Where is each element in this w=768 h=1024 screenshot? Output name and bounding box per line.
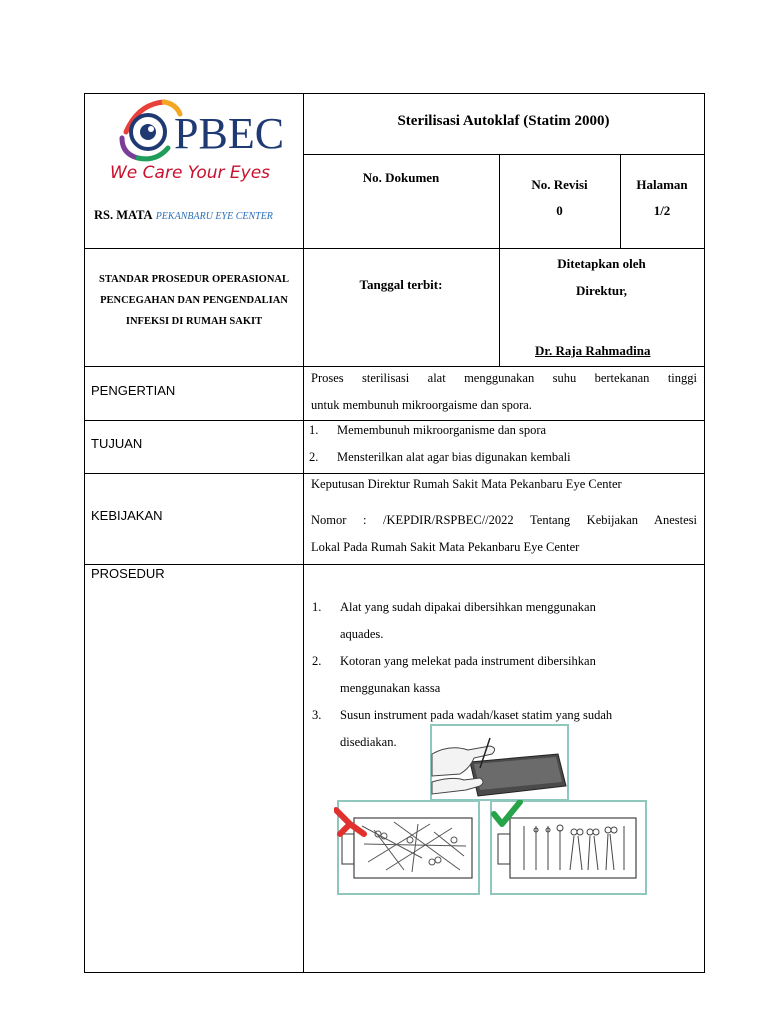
step-text: Susun instrument pada wadah/kaset statim yang sudah — [340, 708, 613, 722]
tujuan-label: TUJUAN — [91, 436, 143, 451]
prosedur-step — [312, 594, 692, 621]
tujuan-item: 2. Mensterilkan alat agar bias digunakan kembali — [309, 450, 571, 464]
page-value: 1/2 — [653, 203, 671, 218]
prosedur-step-cont: aquades. — [340, 627, 384, 641]
step-number: 3. — [312, 708, 322, 722]
pengertian-line-2: untuk membunuh mikroorgaisme dan spora. — [311, 398, 532, 412]
wrong-arrangement-illustration — [334, 800, 482, 896]
document-title: Sterilisasi Autoklaf (Statim 2000) — [397, 113, 610, 129]
sop-line-2: PENCEGAHAN DAN PENGENDALIAN — [100, 295, 288, 306]
doc-number-label: No. Dokumen — [362, 170, 440, 185]
sop-line-3: INFEKSI DI RUMAH SAKIT — [125, 316, 263, 327]
approved-by-line: Ditetapkan oleh — [557, 256, 646, 271]
eye-logo-icon — [108, 92, 288, 184]
step-number: 1. — [312, 600, 322, 614]
kebijakan-line-3: Lokal Pada Rumah Sakit Mata Pekanbaru Eye Center — [311, 540, 580, 554]
pengertian-content — [311, 365, 697, 419]
correct-arrangement-illustration — [490, 800, 648, 896]
approval-block — [499, 250, 704, 304]
kebijakan-label: KEBIJAKAN — [91, 508, 163, 523]
header-divider-1 — [303, 154, 704, 155]
logo-tagline: We Care Your Eyes — [110, 163, 271, 183]
table-border-left — [84, 93, 85, 973]
approver-title: Direktur, — [576, 283, 627, 298]
cassette-loading-illustration — [430, 724, 570, 802]
pengertian-label: PENGERTIAN — [91, 383, 176, 398]
logo-wordmark: PBEC — [174, 109, 285, 158]
table-border-bottom — [84, 972, 705, 973]
prosedur-step-cont: disediakan. — [340, 735, 397, 749]
sop-heading — [86, 269, 302, 332]
prosedur-step — [312, 648, 692, 675]
kebijakan-line-1: Keputusan Direktur Rumah Sakit Mata Pekanbaru Eye Center — [311, 477, 622, 491]
revision-value: 0 — [556, 203, 563, 218]
hospital-prefix: RS. MATA — [94, 208, 153, 222]
tujuan-item: 1. Memembunuh mikroorganisme dan spora — [309, 423, 547, 437]
step-text: Alat yang sudah dipakai dibersihkan menggunakan — [340, 600, 596, 614]
prosedur-label: PROSEDUR — [91, 566, 165, 581]
kebijakan-content — [311, 477, 697, 555]
row-divider-prosedur — [84, 564, 705, 565]
tujuan-item-text: Mensterilkan alat agar bias digunakan kembali — [337, 450, 571, 464]
step-text: Kotoran yang melekat pada instrument dibersihkan — [340, 654, 596, 668]
hospital-name — [94, 208, 273, 223]
revision-label: No. Revisi — [531, 177, 588, 192]
sop-line-1: STANDAR PROSEDUR OPERASIONAL — [99, 274, 289, 285]
approver-name: Dr. Raja Rahmadina — [535, 343, 651, 358]
prosedur-step-cont: menggunakan kassa — [340, 681, 441, 695]
column-divider — [303, 93, 304, 973]
tujuan-list — [309, 417, 699, 471]
page-label: Halaman — [636, 177, 688, 192]
hospital-logo — [108, 92, 288, 184]
row-divider-kebijakan — [84, 473, 705, 474]
tujuan-item-text: Memembunuh mikroorganisme dan spora — [337, 423, 547, 437]
header-divider-2 — [84, 248, 705, 249]
kebijakan-line-2: Nomor : /KEPDIR/RSPBEC//2022 Tentang Kebijakan Anestesi — [311, 513, 697, 527]
hospital-fullname: PEKANBARU EYE CENTER — [155, 211, 273, 222]
issue-date-label: Tanggal terbit: — [359, 277, 443, 292]
pengertian-line-1: Proses sterilisasi alat menggunakan suhu bertekanan tinggi — [311, 371, 697, 385]
step-number: 2. — [312, 654, 322, 668]
table-border-right — [704, 93, 705, 973]
header-vdivider-2 — [620, 154, 621, 249]
